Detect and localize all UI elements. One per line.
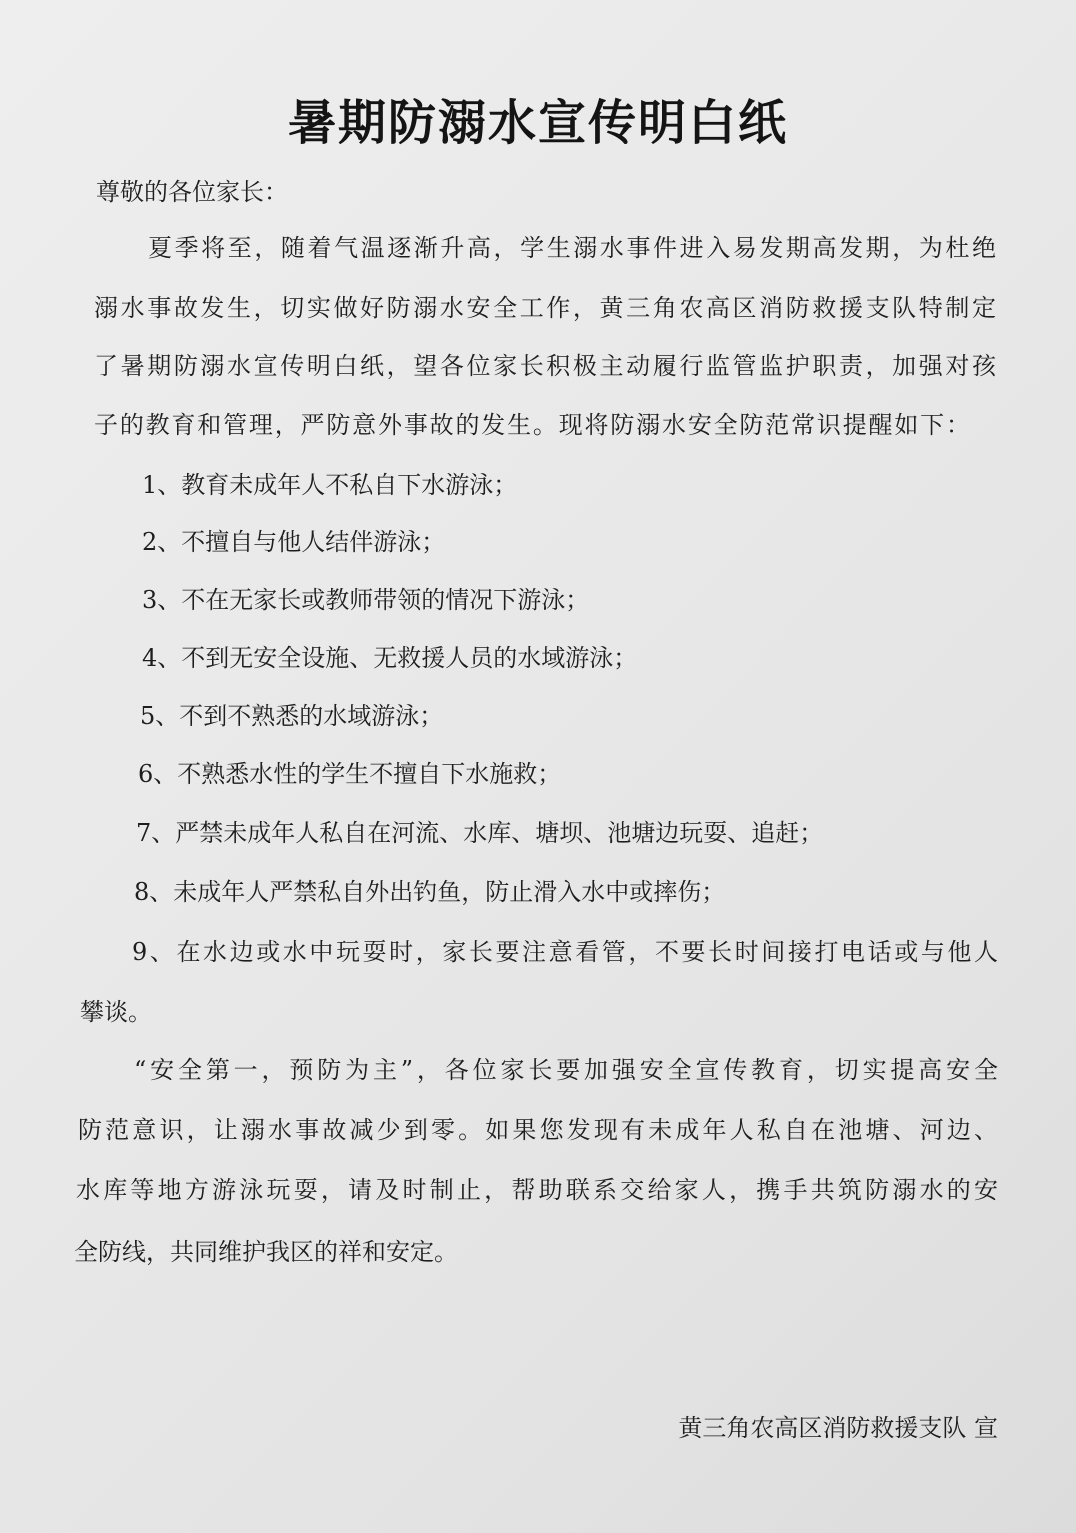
intro-line: 了暑期防溺水宣传明白纸，望各位家长积极主动履行监管监护职责，加强对孩 bbox=[94, 352, 996, 380]
closing-line: “安全第一，预防为主”，各位家长要加强安全宣传教育，切实提高安全 bbox=[134, 1056, 998, 1084]
signature: 黄三角农高区消防救援支队 宣 bbox=[678, 1414, 998, 1442]
list-item: 9、在水边或水中玩耍时，家长要注意看管，不要长时间接打电话或与他人 bbox=[132, 938, 998, 966]
list-item: 8、未成年人严禁私自外出钓鱼，防止滑入水中或摔伤； bbox=[134, 878, 726, 906]
closing-line: 防范意识，让溺水事故减少到零。如果您发现有未成年人私自在池塘、河边、 bbox=[78, 1116, 998, 1144]
list-item: 攀谈。 bbox=[80, 998, 152, 1026]
list-item: 2、不擅自与他人结伴游泳； bbox=[142, 528, 446, 556]
page-title: 暑期防溺水宣传明白纸 bbox=[287, 95, 788, 151]
closing-line: 全防线，共同维护我区的祥和安定。 bbox=[74, 1238, 458, 1266]
list-item: 4、不到无安全设施、无救援人员的水域游泳； bbox=[142, 644, 638, 672]
intro-line: 子的教育和管理，严防意外事故的发生。现将防溺水安全防范常识提醒如下： bbox=[94, 411, 970, 439]
closing-line: 水库等地方游泳玩耍，请及时制止，帮助联系交给家人，携手共筑防溺水的安 bbox=[76, 1176, 998, 1204]
list-item: 3、不在无家长或教师带领的情况下游泳； bbox=[142, 586, 590, 614]
intro-line: 溺水事故发生，切实做好防溺水安全工作，黄三角农高区消防救援支队特制定 bbox=[94, 294, 996, 322]
list-item: 1、教育未成年人不私自下水游泳； bbox=[142, 471, 518, 499]
salutation: 尊敬的各位家长： bbox=[96, 178, 288, 206]
list-item: 5、不到不熟悉的水域游泳； bbox=[140, 702, 444, 730]
list-item: 6、不熟悉水性的学生不擅自下水施救； bbox=[138, 760, 562, 788]
list-item: 7、严禁未成年人私自在河流、水库、塘坝、池塘边玩耍、追赶； bbox=[136, 819, 824, 847]
intro-line: 夏季将至，随着气温逐渐升高，学生溺水事件进入易发期高发期，为杜绝 bbox=[148, 234, 996, 262]
